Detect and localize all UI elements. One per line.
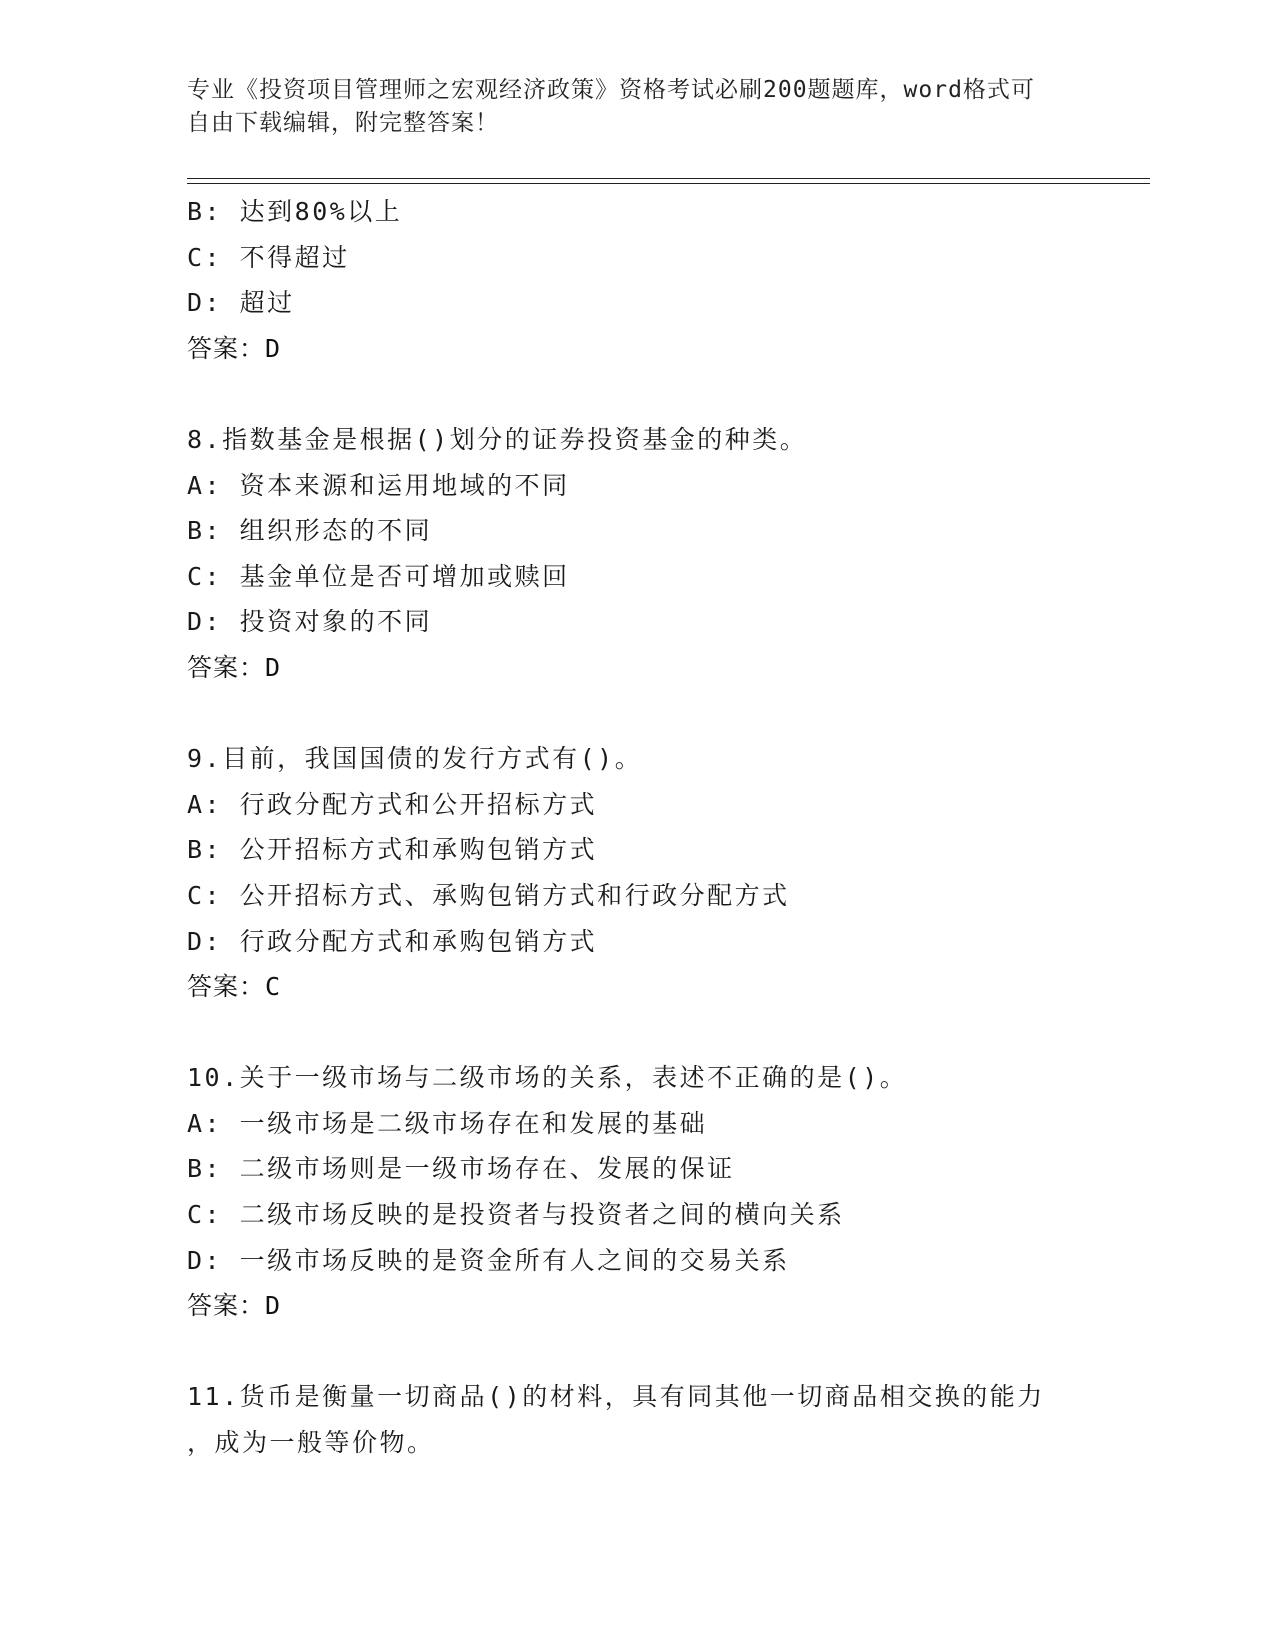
option-a: A: 行政分配方式和公开招标方式 <box>187 789 598 819</box>
option-d: D: 超过 <box>187 288 295 318</box>
header-line-2: 自由下载编辑，附完整答案！ <box>187 110 499 136</box>
question-10 <box>187 1055 1107 1329</box>
answer: 答案：D <box>187 652 282 682</box>
option-c: C: 公开招标方式、承购包销方式和行政分配方式 <box>187 880 790 910</box>
option-a: A: 资本来源和运用地域的不同 <box>187 470 570 500</box>
option-c: C: 二级市场反映的是投资者与投资者之间的横向关系 <box>187 1200 845 1230</box>
question-11 <box>187 1374 1107 1465</box>
answer: 答案：D <box>187 333 282 363</box>
option-c: C: 基金单位是否可增加或赎回 <box>187 561 570 591</box>
option-a: A: 一级市场是二级市场存在和发展的基础 <box>187 1108 708 1138</box>
header-line-1: 专业《投资项目管理师之宏观经济政策》资格考试必刷200题题库，word格式可 <box>187 77 1035 103</box>
document-header <box>187 74 1067 140</box>
option-c: C: 不得超过 <box>187 242 350 272</box>
question-stem: 8.指数基金是根据()划分的证券投资基金的种类。 <box>187 424 808 454</box>
spacer <box>187 691 1107 737</box>
option-b: B: 二级市场则是一级市场存在、发展的保证 <box>187 1154 735 1184</box>
question-7-tail <box>187 189 1107 371</box>
header-divider-top <box>187 178 1150 179</box>
spacer <box>187 1329 1107 1375</box>
answer: 答案：D <box>187 1291 282 1321</box>
option-d: D: 一级市场反映的是资金所有人之间的交易关系 <box>187 1245 790 1275</box>
answer: 答案：C <box>187 972 282 1002</box>
spacer <box>187 1010 1107 1056</box>
question-8 <box>187 417 1107 691</box>
option-b: B: 组织形态的不同 <box>187 516 433 546</box>
option-b: B: 公开招标方式和承购包销方式 <box>187 835 598 865</box>
question-9 <box>187 736 1107 1010</box>
question-stem: 9.目前，我国国债的发行方式有()。 <box>187 744 643 774</box>
spacer <box>187 371 1107 417</box>
question-stem-continued: ，成为一般等价物。 <box>187 1428 435 1458</box>
option-b: B: 达到80%以上 <box>187 197 403 226</box>
question-list <box>187 189 1107 1466</box>
question-stem: 10.关于一级市场与二级市场的关系，表述不正确的是()。 <box>187 1063 908 1093</box>
option-d: D: 投资对象的不同 <box>187 607 433 637</box>
question-stem: 11.货币是衡量一切商品()的材料，具有同其他一切商品相交换的能力 <box>187 1382 1045 1412</box>
option-d: D: 行政分配方式和承购包销方式 <box>187 926 598 956</box>
header-divider-bottom <box>187 183 1150 184</box>
